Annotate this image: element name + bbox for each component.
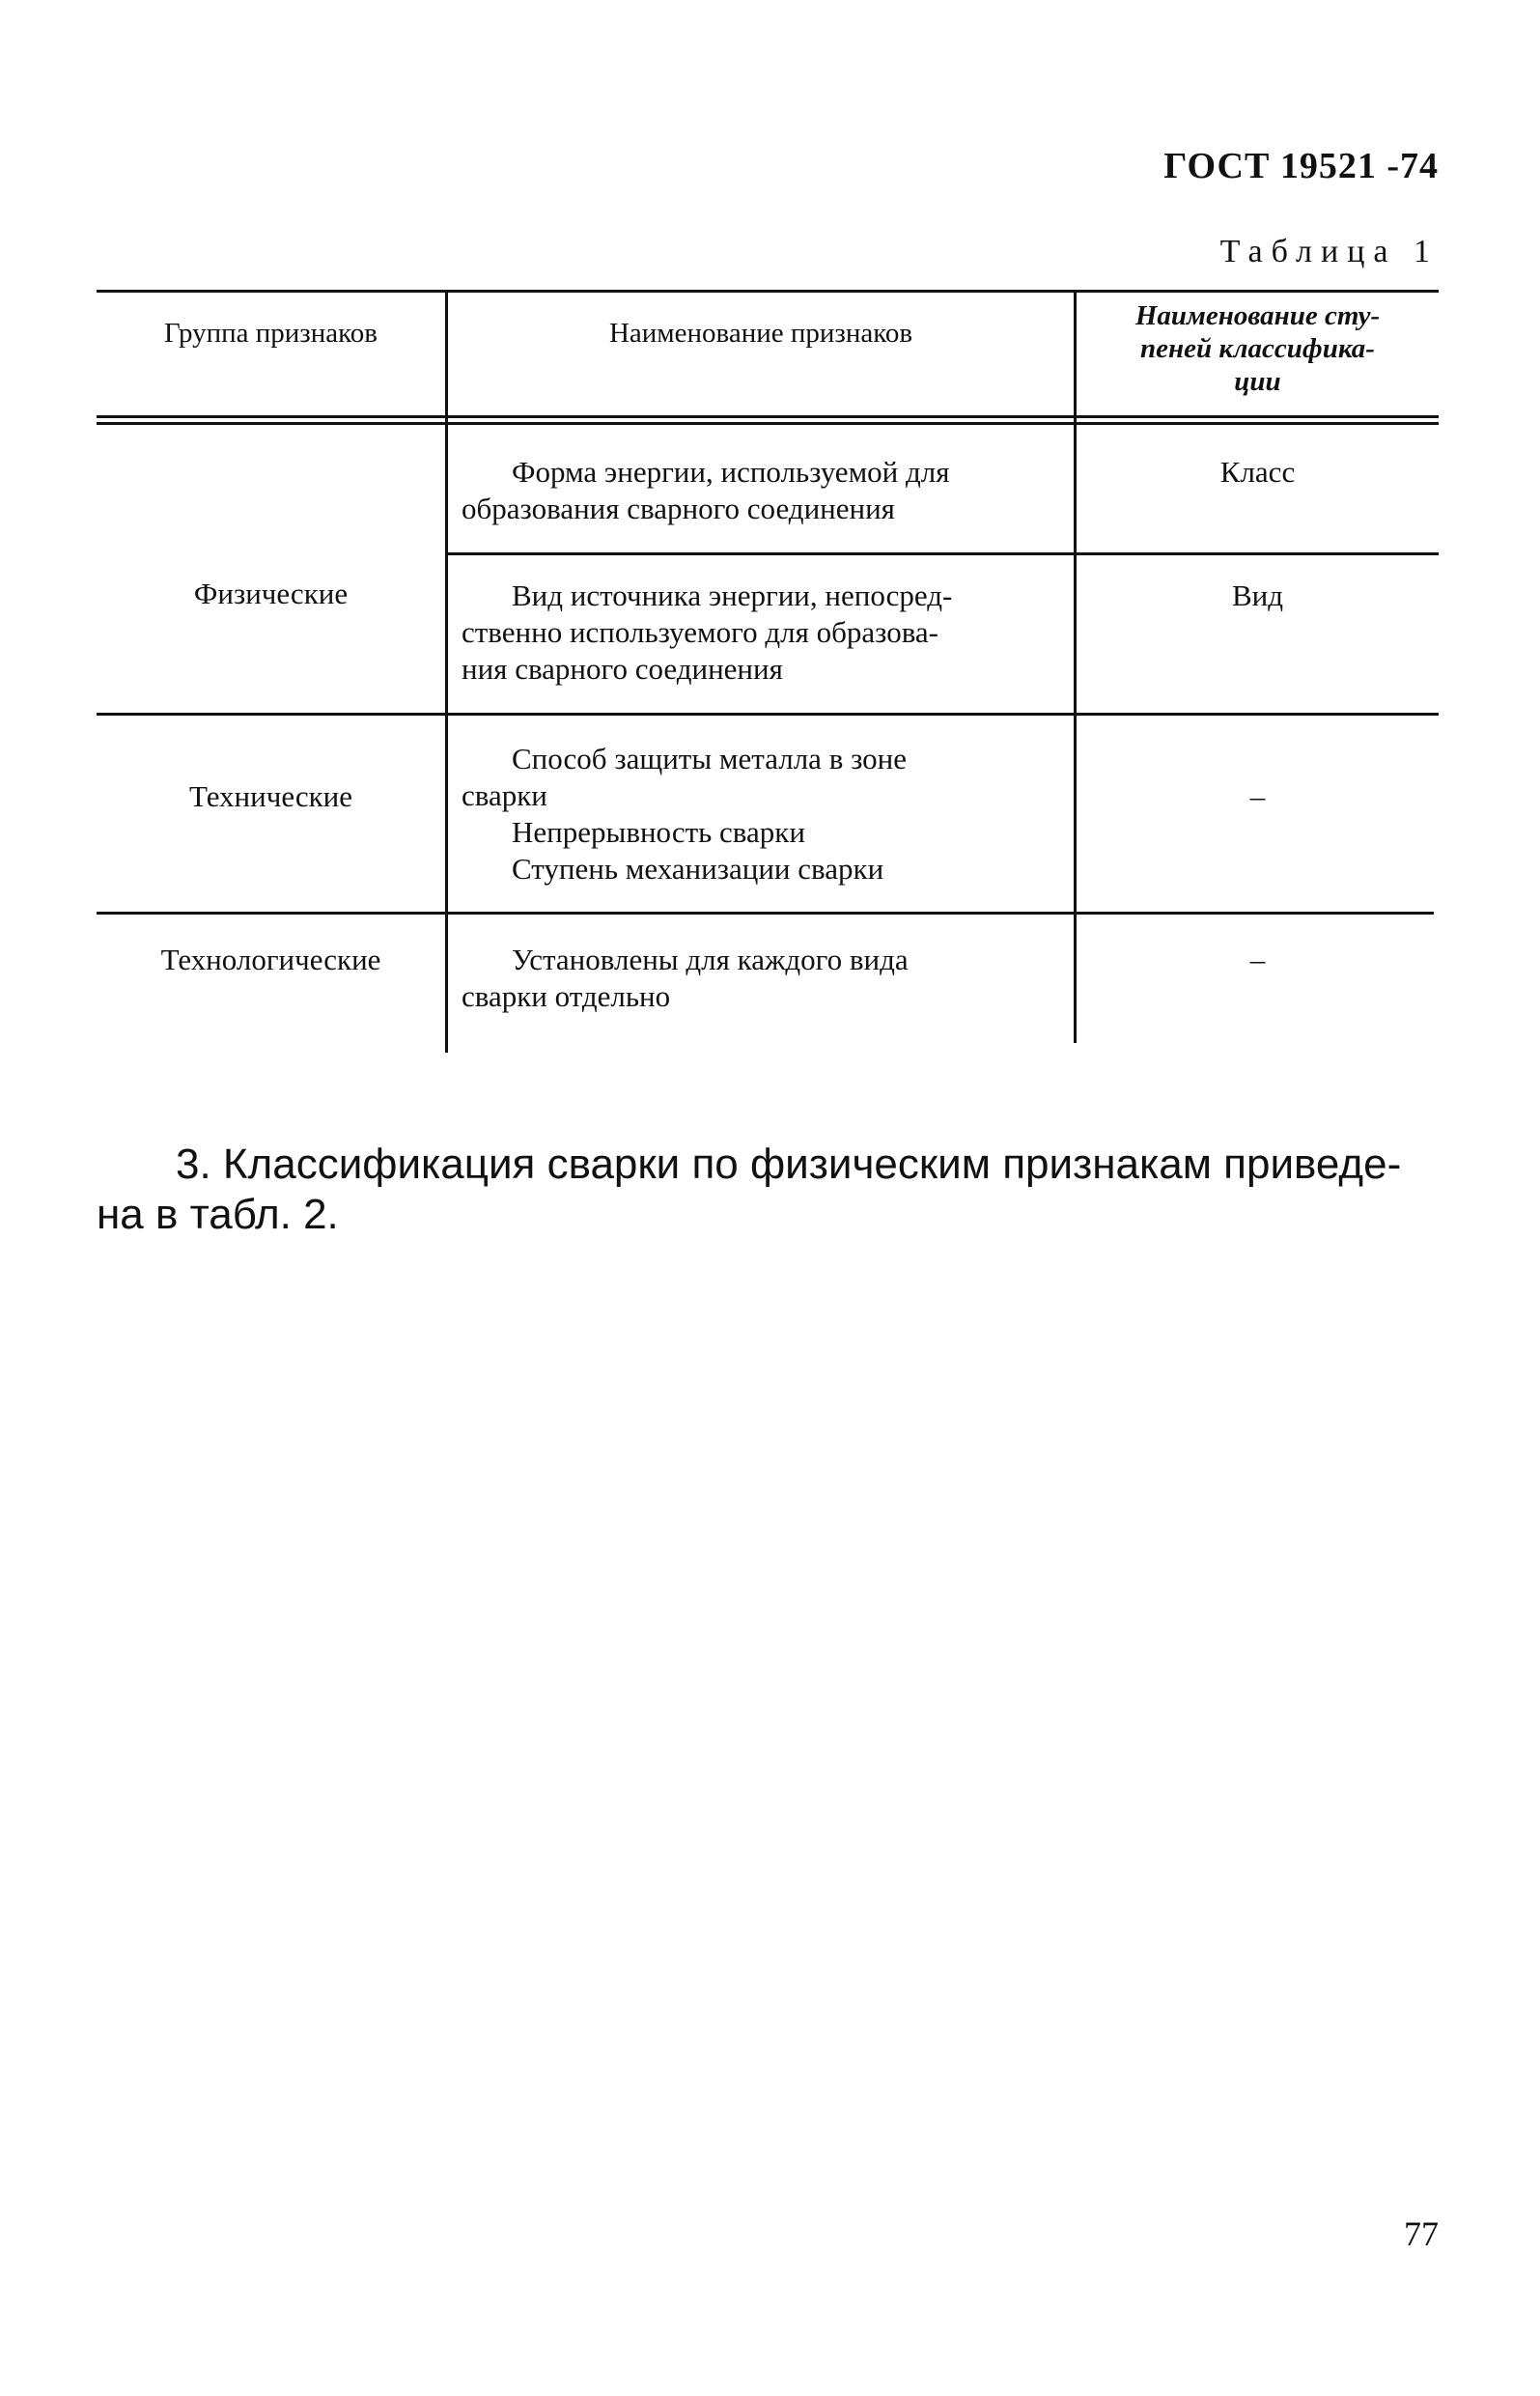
stage-technical: – bbox=[1249, 779, 1266, 813]
table-caption: Таблица 1 bbox=[1219, 234, 1439, 269]
col-rule-1 bbox=[445, 290, 448, 1053]
paragraph-line-1: 3. Классификация сварки по физическим признакам приведе- bbox=[176, 1141, 1402, 1188]
group-rule-1 bbox=[97, 713, 1439, 716]
stage-technological: – bbox=[1249, 943, 1266, 976]
paragraph-line-2: на в табл. 2. bbox=[97, 1191, 339, 1238]
subrow-rule bbox=[446, 552, 1439, 555]
group-physical: Физические bbox=[193, 577, 349, 610]
group-technical: Технические bbox=[188, 779, 353, 813]
feature-technological: Установлены для каждого вида сварки отдельно bbox=[462, 943, 909, 1013]
feature-energy-form: Форма энергии, используемой для образования сварного соединения bbox=[462, 455, 950, 525]
header-rule-2 bbox=[97, 422, 1439, 425]
stage-kind: Вид bbox=[1231, 578, 1284, 612]
classification-table bbox=[97, 290, 1439, 1053]
group-rule-2 bbox=[97, 912, 1434, 915]
feature-technical: Способ защиты металла в зоне сварки Непрерывность сварки Ступень механизации сварки bbox=[462, 742, 907, 886]
header-group: Группа признаков bbox=[164, 318, 378, 349]
header-stages: Наименование сту- пеней классифика- ции bbox=[1134, 300, 1381, 397]
stage-class: Класс bbox=[1219, 455, 1296, 489]
page-number: 77 bbox=[1404, 2214, 1439, 2253]
header-features: Наименование признаков bbox=[608, 318, 913, 349]
col-rule-2 bbox=[1074, 290, 1077, 1043]
document-code: ГОСТ 19521 -74 bbox=[1163, 146, 1439, 186]
header-rule-1 bbox=[97, 415, 1439, 418]
table-top-rule bbox=[97, 290, 1439, 293]
feature-energy-source: Вид источника энергии, непосред- ственно используемого для образова- ния сварного соединения bbox=[462, 578, 953, 686]
group-technological: Технологические bbox=[160, 943, 381, 976]
classification-paragraph bbox=[97, 1140, 1448, 1240]
